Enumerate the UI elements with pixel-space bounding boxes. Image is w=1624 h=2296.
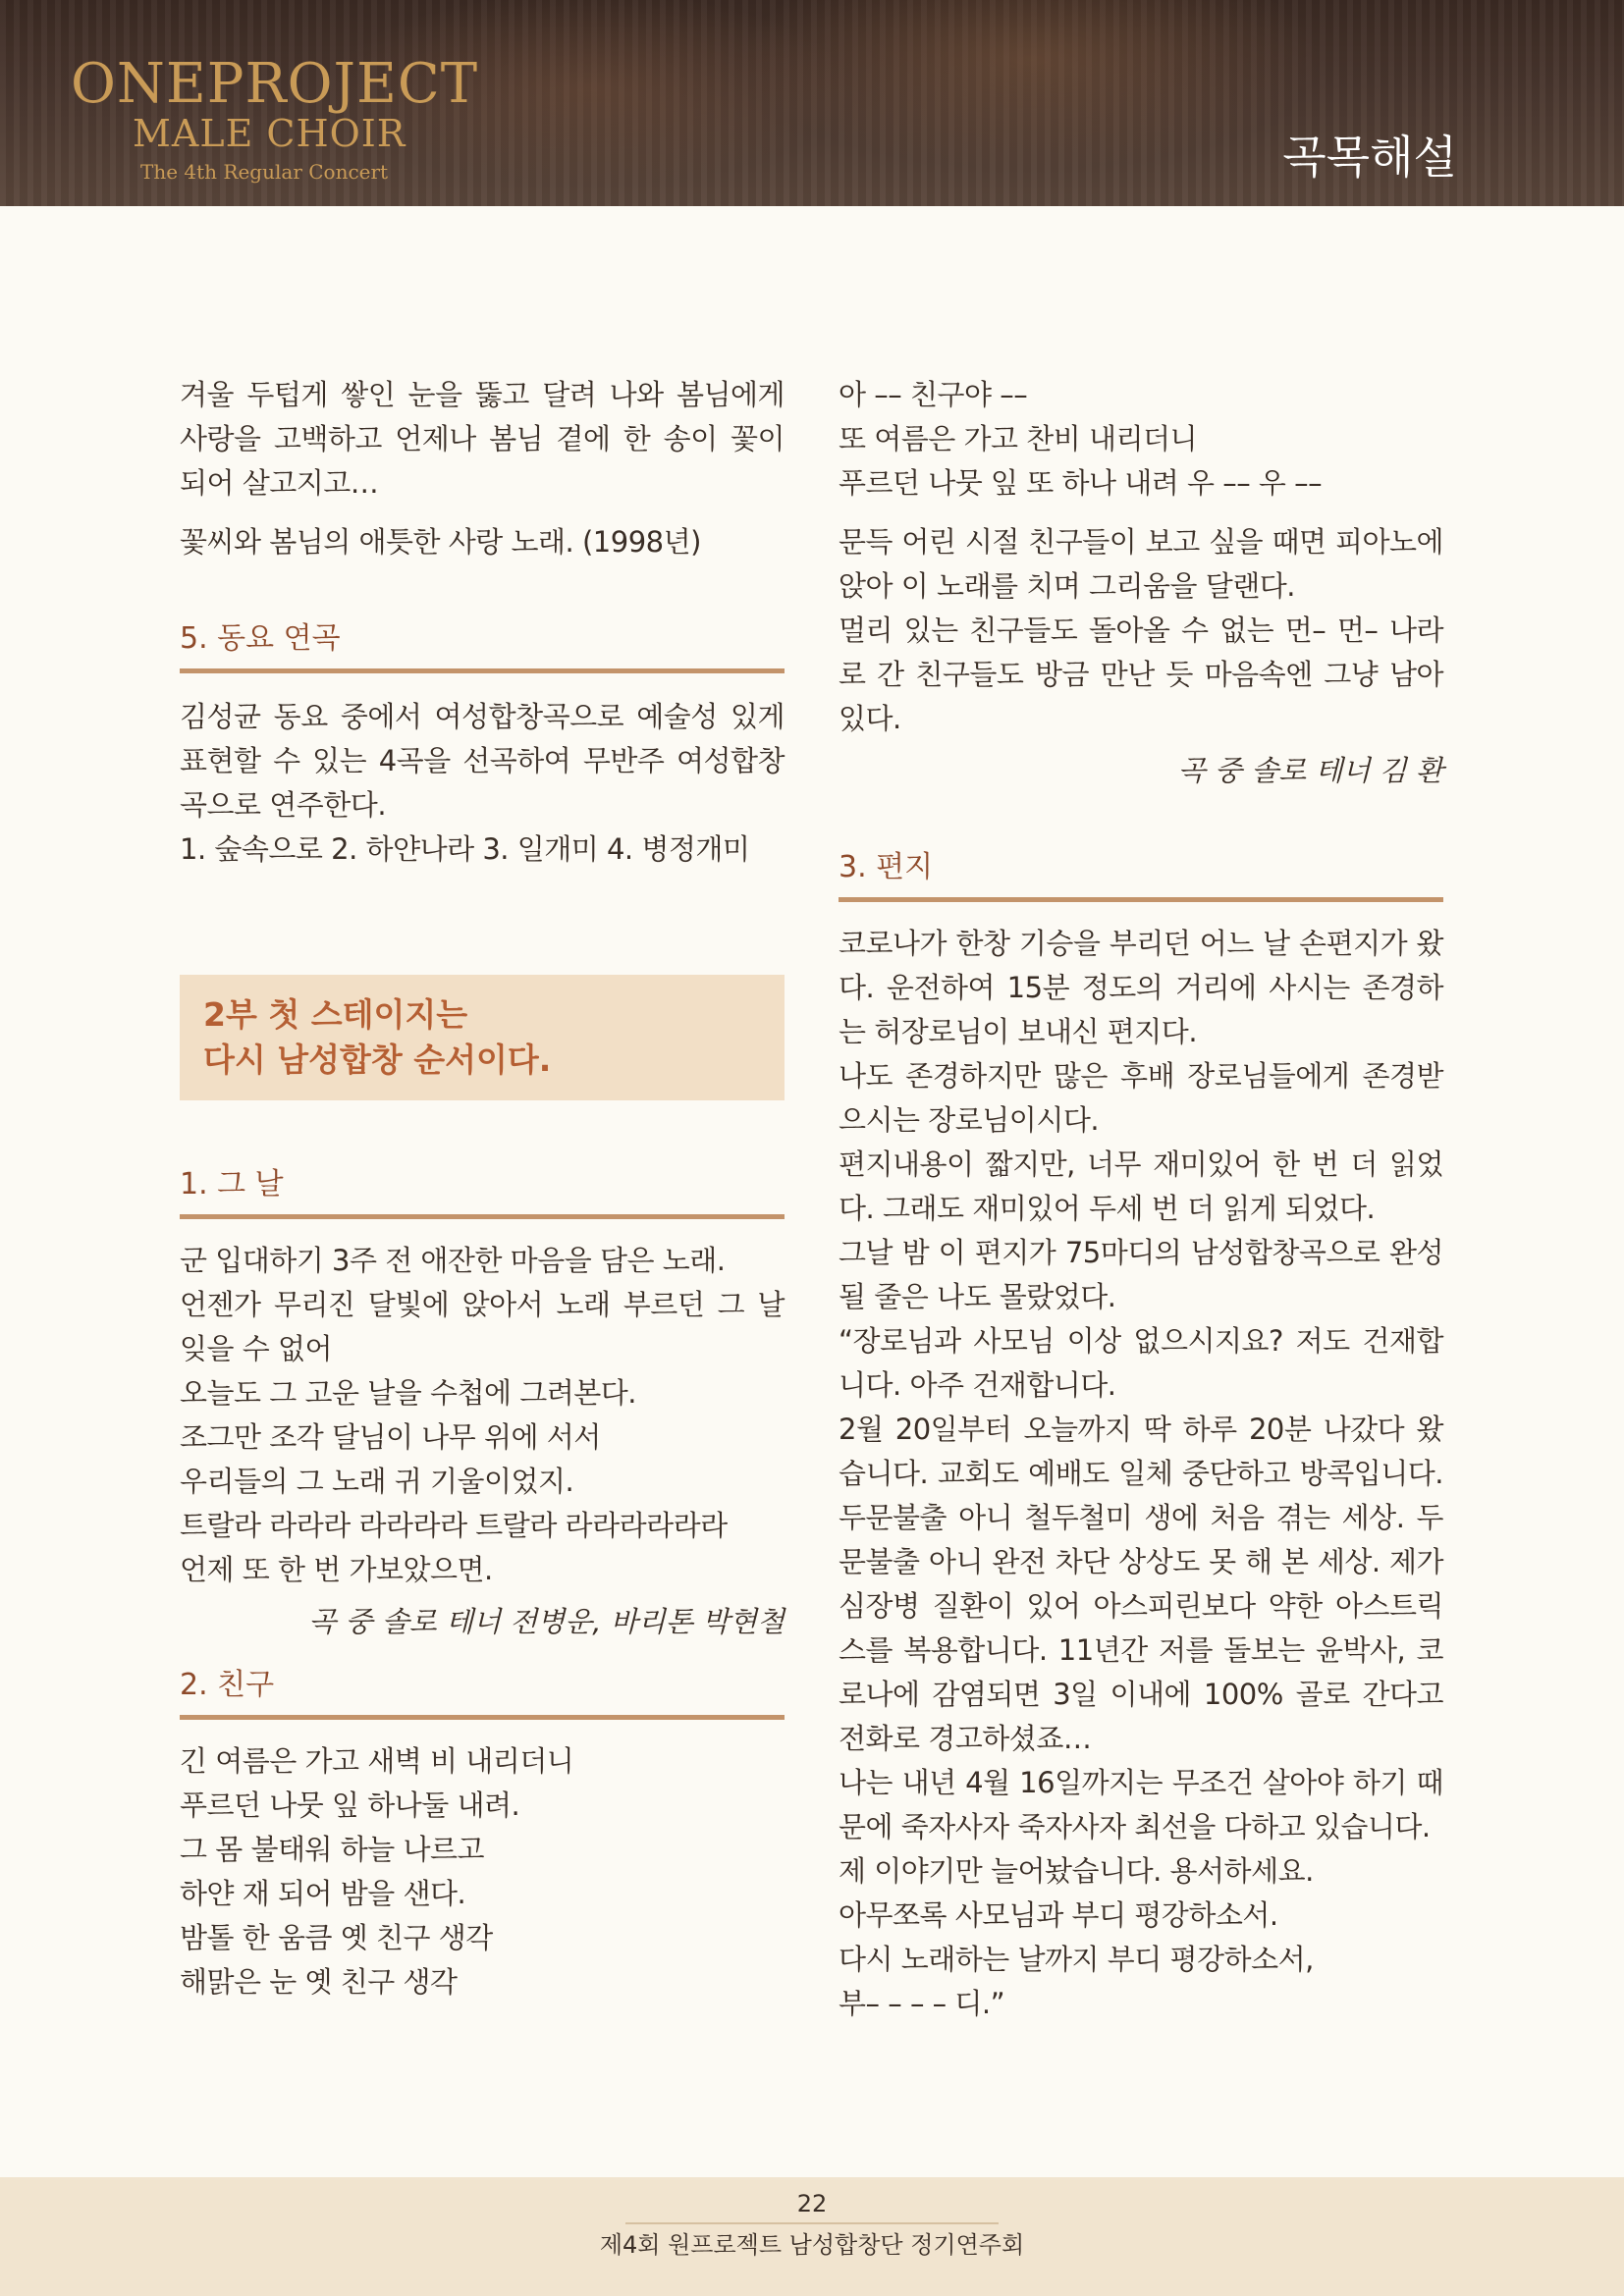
section-title: 곡목해설 bbox=[1282, 131, 1457, 184]
song-3-heading: 3. 편지 bbox=[839, 848, 1443, 902]
song-2-credit: 곡 중 솔로 테너 김 환 bbox=[1177, 754, 1443, 787]
song-2-paragraph: 문득 어린 시절 친구들이 보고 싶을 때면 피아노에 앉아 이 노래를 치며 그리움을 달랜다. bbox=[839, 525, 1443, 603]
logo-tagline: The 4th Regular Concert bbox=[140, 160, 389, 184]
lyric-line: 오늘도 그 고운 날을 수첩에 그려본다. bbox=[180, 1376, 637, 1410]
header-banner bbox=[0, 0, 1624, 206]
lyric-line: 조그만 조각 달님이 나무 위에 서서 bbox=[180, 1420, 601, 1454]
lyric-line: 아 –– 친구야 –– bbox=[839, 378, 1028, 411]
letter-closing-line: 부– – – – 디.” bbox=[839, 1987, 1005, 2020]
callout-line-1: 2부 첫 스테이지는 bbox=[203, 995, 468, 1034]
lyric-line: 언젠가 무리진 달빛에 앉아서 노래 부르던 그 날 잊을 수 없어 bbox=[180, 1288, 785, 1365]
letter-closing-line: 제 이야기만 늘어놨습니다. 용서하세요. bbox=[839, 1854, 1314, 1888]
part-2-callout bbox=[180, 975, 785, 1100]
footer-title: 제4회 원프로젝트 남성합창단 정기연주회 bbox=[599, 2231, 1025, 2259]
letter-closing-line: 다시 노래하는 날까지 부디 평강하소서, bbox=[839, 1943, 1314, 1976]
song-3-text bbox=[839, 922, 1443, 2026]
lyric-line: 트랄라 라라라 라라라라 트랄라 라라라라라라 bbox=[180, 1509, 728, 1542]
lyric-line: 언제 또 한 번 가보았으면. bbox=[180, 1553, 493, 1586]
song-2-lyrics-continued bbox=[839, 373, 1443, 506]
intro-note: 꽃씨와 봄님의 애틋한 사랑 노래. (1998년) bbox=[180, 525, 701, 559]
song-3-paragraph: 편지내용이 짧지만, 너무 재미있어 한 번 더 읽었다. 그래도 재미있어 두세 번 더 읽게 되었다. bbox=[839, 1148, 1443, 1225]
lyric-line: 해맑은 눈 옛 친구 생각 bbox=[180, 1965, 458, 1999]
callout-line-2: 다시 남성합창 순서이다. bbox=[203, 1041, 552, 1079]
song-5-list: 1. 숲속으로 2. 하얀나라 3. 일개미 4. 병정개미 bbox=[180, 832, 750, 866]
logo-subtitle: MALE CHOIR bbox=[133, 112, 406, 155]
letter-closing-line: 아무쪼록 사모님과 부디 평강하소서. bbox=[839, 1898, 1278, 1932]
song-1-lyrics bbox=[180, 1239, 785, 1592]
song-5-heading: 5. 동요 연곡 bbox=[180, 619, 785, 673]
song-3-paragraph: 2월 20일부터 오늘까지 딱 하루 20분 나갔다 왔습니다. 교회도 예배도 일체 중단하고 방콕입니다. 두문불출 아니 철두철미 생에 처음 겪는 세상. 두문불출 아니 완전 차단 상상도 못 해 본 세상. 제가 심장병 질환이 있어 아스피린보다 약한 아스트릭스를 복용합니다. 11년간 저를 돌보는 윤박사, 코로나에 감염되면 3일 이내에 100% 골로 간다고 전화로 경고하셨죠… bbox=[839, 1413, 1443, 1755]
lyric-line: 그 몸 불태워 하늘 나르고 bbox=[180, 1833, 485, 1866]
right-column bbox=[839, 373, 1443, 2026]
song-3-paragraph: 나도 존경하지만 많은 후배 장로님들에게 존경받으시는 장로님이시다. bbox=[839, 1059, 1443, 1137]
song-3-paragraph: 나는 내년 4월 16일까지는 무조건 살아야 하기 때문에 죽자사자 죽자사자 최선을 다하고 있습니다. bbox=[839, 1766, 1443, 1843]
song-1-credit: 곡 중 솔로 테너 전병운, 바리톤 박현철 bbox=[308, 1605, 785, 1638]
song-2-heading: 2. 친구 bbox=[180, 1666, 785, 1720]
lyric-line: 우리들의 그 노래 귀 기울이었지. bbox=[180, 1465, 574, 1498]
lyric-line: 긴 여름은 가고 새벽 비 내리더니 bbox=[180, 1744, 574, 1778]
lyric-line: 군 입대하기 3주 전 애잔한 마음을 담은 노래. bbox=[180, 1244, 726, 1277]
logo-title: ONEPROJECT bbox=[71, 52, 479, 116]
song-1-heading: 1. 그 날 bbox=[180, 1165, 785, 1219]
lyric-line: 푸르던 나뭇 잎 하나둘 내려. bbox=[180, 1789, 520, 1822]
song-3-paragraph: “장로님과 사모님 이상 없으시지요? 저도 건재합니다. 아주 건재합니다. bbox=[839, 1324, 1443, 1402]
left-column bbox=[180, 373, 785, 2004]
song-2-paragraph: 멀리 있는 친구들도 돌아올 수 없는 먼– 먼– 나라로 간 친구들도 방금 만난 듯 마음속엔 그냥 남아있다. bbox=[839, 614, 1443, 735]
song-3-paragraph: 코로나가 한창 기승을 부리던 어느 날 손편지가 왔다. 운전하여 15분 정도의 거리에 사시는 존경하는 허장로님이 보내신 편지다. bbox=[839, 927, 1443, 1048]
lyric-line: 밤톨 한 움큼 옛 친구 생각 bbox=[180, 1921, 493, 1954]
song-3-paragraph: 그날 밤 이 편지가 75마디의 남성합창곡으로 완성될 줄은 나도 몰랐었다. bbox=[839, 1236, 1443, 1313]
intro-paragraph: 겨울 두텁게 쌓인 눈을 뚫고 달려 나와 봄님에게 사랑을 고백하고 언제나 봄님 곁에 한 송이 꽃이 되어 살고지고… bbox=[180, 378, 785, 500]
song-2-lyrics bbox=[180, 1739, 785, 2004]
lyric-line: 하얀 재 되어 밤을 샌다. bbox=[180, 1877, 466, 1910]
page-number: 22 bbox=[796, 2190, 828, 2217]
footer-divider bbox=[625, 2222, 999, 2224]
song-5-description: 김성균 동요 중에서 여성합창곡으로 예술성 있게 표현할 수 있는 4곡을 선곡하여 무반주 여성합창곡으로 연주한다. bbox=[180, 700, 785, 822]
lyric-line: 또 여름은 가고 찬비 내리더니 bbox=[839, 422, 1198, 455]
lyric-line: 푸르던 나뭇 잎 또 하나 내려 우 –– 우 –– bbox=[839, 466, 1323, 500]
